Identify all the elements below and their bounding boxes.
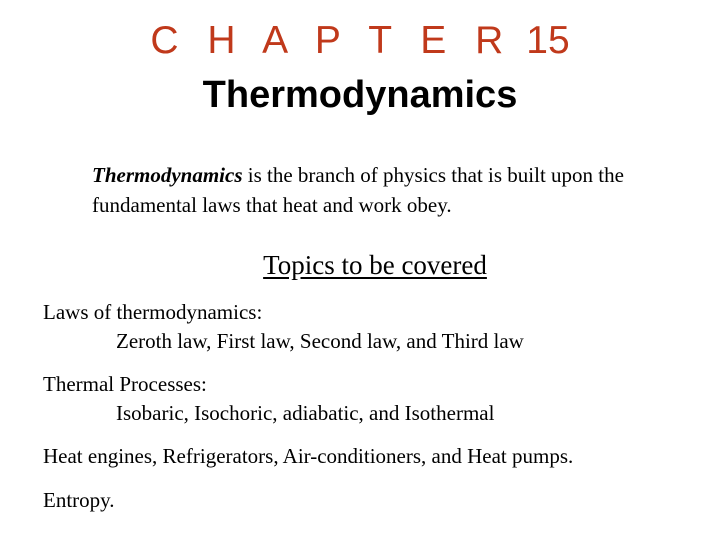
intro-text: is the branch of physics that is built upon the fundamental laws that heat and work obey. [92,163,624,217]
topic-label: Heat engines, Refrigerators, Air-conditioners, and Heat pumps. [43,444,574,468]
topics-heading: Topics to be covered [263,250,487,280]
topic-item-entropy [43,486,115,515]
topic-item-laws [43,298,524,356]
page-title: Thermodynamics [202,74,518,116]
topic-sub: Zeroth law, First law, Second law, and Third law [116,329,524,353]
intro-term: Thermodynamics [92,163,243,187]
chapter-heading [0,18,720,64]
intro-paragraph [92,160,652,220]
chapter-label: C H A P T E R [150,19,513,62]
topic-label: Thermal Processes: [43,372,207,396]
topic-item-processes [43,370,494,428]
chapter-number: 15 [526,19,570,62]
topic-label: Laws of thermodynamics: [43,300,263,324]
topic-item-heat-engines [43,442,573,471]
topic-label: Entropy. [43,488,115,512]
topic-sub: Isobaric, Isochoric, adiabatic, and Isothermal [116,401,495,425]
